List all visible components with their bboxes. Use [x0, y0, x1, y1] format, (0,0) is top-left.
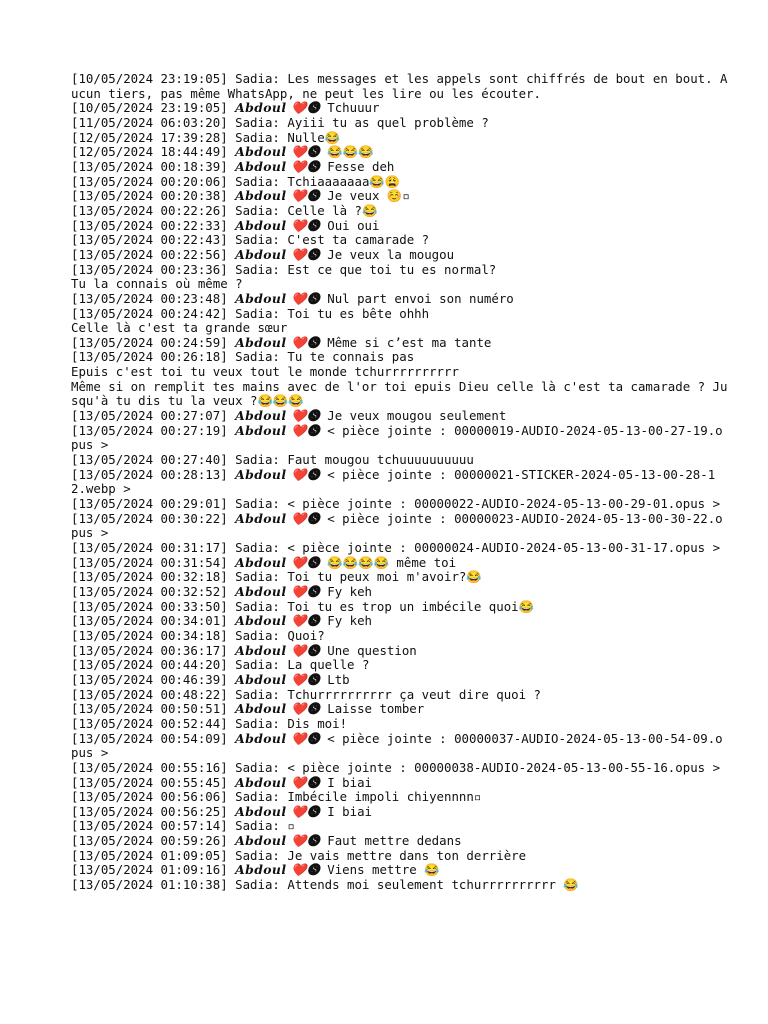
message-sender: 𝑨𝒃𝒅𝒐𝒖𝒍 ❤️🅢 [235, 613, 320, 629]
message-sender: Sadia: [235, 71, 280, 86]
message-timestamp: [13/05/2024 00:24:59] [71, 334, 228, 350]
message-timestamp: [13/05/2024 00:32:18] [71, 569, 228, 585]
chat-line [71, 776, 728, 791]
message-text: Tchurrrrrrrrrr ça veut dire quoi ? [287, 686, 541, 702]
message-timestamp: [13/05/2024 00:18:39] [71, 158, 228, 174]
message-text: 😂😂😂 [327, 144, 374, 160]
message-text: Tu te connais pas Epuis c'est toi tu veux tout le monde tchurrrrrrrrrr Même si on remplit tes mains avec de l'or toi epuis Dieu celle là c'est ta camarade ? Jusqu'à tu dis tu la veux ?😂😂😂 [71, 349, 728, 409]
message-text: < pièce jointe : 00000024-AUDIO-2024-05-13-00-31-17.opus > [287, 540, 721, 555]
message-text: Ltb [327, 671, 350, 687]
chat-line [71, 702, 728, 717]
chat-line [71, 541, 728, 556]
message-text: I biai [327, 803, 373, 819]
message-text: Nulle😂 [287, 129, 341, 145]
message-text: Je vais mettre dans ton derrière [287, 847, 527, 863]
message-text: Oui oui [327, 217, 380, 233]
chat-line [71, 292, 728, 307]
message-sender: 𝑨𝒃𝒅𝒐𝒖𝒍 ❤️🅢 [235, 290, 320, 306]
chat-line [71, 819, 728, 834]
message-text: C'est ta camarade ? [287, 232, 430, 248]
message-text: ▫ [287, 818, 295, 834]
message-text: La quelle ? [287, 657, 370, 673]
message-text: Je veux ☺️▫ [327, 188, 410, 204]
message-timestamp: [13/05/2024 00:29:01] [71, 496, 228, 512]
message-sender: Sadia: [235, 847, 280, 863]
message-timestamp: [13/05/2024 00:31:54] [71, 554, 228, 570]
message-text: Celle là ?😂 [287, 202, 378, 218]
chat-line [71, 688, 728, 703]
message-text: Viens mettre 😂 [327, 862, 440, 878]
message-sender: 𝑨𝒃𝒅𝒐𝒖𝒍 ❤️🅢 [235, 774, 320, 790]
message-text: Quoi? [287, 627, 325, 643]
message-text: Les messages et les appels sont chiffrés de bout en bout. Aucun tiers, pas même WhatsApp, ne peut les lire ou les écouter. [71, 71, 728, 101]
message-sender: 𝑨𝒃𝒅𝒐𝒖𝒍 ❤️🅢 [235, 803, 320, 819]
chat-line [71, 468, 728, 497]
chat-line [71, 131, 728, 146]
message-text: < pièce jointe : 00000019-AUDIO-2024-05-13-00-27-19.opus > [71, 422, 723, 453]
message-sender: 𝑨𝒃𝒅𝒐𝒖𝒍 ❤️🅢 [235, 408, 320, 424]
message-timestamp: [13/05/2024 00:20:06] [71, 173, 228, 189]
chat-line [71, 233, 728, 248]
message-timestamp: [13/05/2024 00:56:06] [71, 789, 228, 805]
chat-line [71, 673, 728, 688]
chat-line [71, 175, 728, 190]
message-text: Toi tu es trop un imbécile quoi😂 [287, 598, 535, 614]
message-timestamp: [13/05/2024 00:55:16] [71, 759, 228, 775]
message-text: Fy keh [327, 613, 373, 629]
chat-line [71, 497, 728, 512]
message-timestamp: [13/05/2024 00:23:48] [71, 290, 228, 306]
message-timestamp: [13/05/2024 00:46:39] [71, 671, 228, 687]
message-sender: Sadia: [235, 789, 280, 805]
message-timestamp: [13/05/2024 00:22:26] [71, 202, 228, 218]
chat-line [71, 219, 728, 234]
message-timestamp: [13/05/2024 00:20:38] [71, 188, 228, 204]
chat-line [71, 732, 728, 761]
chat-line [71, 629, 728, 644]
chat-line [71, 556, 728, 571]
chat-line [71, 248, 728, 263]
chat-line [71, 570, 728, 585]
chat-line [71, 101, 728, 116]
message-timestamp: [13/05/2024 00:48:22] [71, 686, 228, 702]
chat-line [71, 761, 728, 776]
message-sender: 𝑨𝒃𝒅𝒐𝒖𝒍 ❤️🅢 [235, 862, 320, 878]
message-timestamp: [13/05/2024 01:10:38] [71, 877, 228, 893]
message-text: Laisse tomber [327, 701, 425, 717]
chat-line [71, 790, 728, 805]
message-text: Fy keh [327, 583, 373, 599]
message-sender: Sadia: [235, 657, 280, 673]
chat-line [71, 263, 728, 292]
message-timestamp: [13/05/2024 00:22:33] [71, 217, 228, 233]
message-timestamp: [13/05/2024 00:23:36] [71, 261, 228, 277]
chat-line [71, 424, 728, 453]
message-timestamp: [13/05/2024 00:22:43] [71, 232, 228, 248]
chat-line [71, 204, 728, 219]
message-text: < pièce jointe : 00000023-AUDIO-2024-05-13-00-30-22.opus > [71, 510, 723, 541]
message-sender: 𝑨𝒃𝒅𝒐𝒖𝒍 ❤️🅢 [235, 188, 320, 204]
message-sender: 𝑨𝒃𝒅𝒐𝒖𝒍 ❤️🅢 [235, 100, 320, 116]
chat-log [71, 72, 728, 893]
message-timestamp: [10/05/2024 23:19:05] [71, 71, 228, 86]
message-text: Nul part envoi son numéro [327, 290, 514, 306]
message-timestamp: [13/05/2024 00:44:20] [71, 657, 228, 673]
chat-line [71, 849, 728, 864]
message-text: < pièce jointe : 00000022-AUDIO-2024-05-13-00-29-01.opus > [287, 496, 721, 512]
message-sender: 𝑨𝒃𝒅𝒐𝒖𝒍 ❤️🅢 [235, 422, 320, 438]
message-timestamp: [13/05/2024 00:27:07] [71, 408, 228, 424]
chat-line [71, 834, 728, 849]
message-text: Je veux la mougou [327, 246, 455, 262]
message-timestamp: [13/05/2024 00:30:22] [71, 510, 228, 526]
message-sender: Sadia: [235, 232, 280, 248]
message-text: Imbécile impoli chiyennnn▫ [287, 789, 482, 805]
message-text: Toi tu peux moi m'avoir?😂 [287, 569, 482, 585]
chat-line [71, 72, 728, 101]
message-text: Tchuuur [327, 100, 380, 116]
message-timestamp: [13/05/2024 00:57:14] [71, 818, 228, 834]
message-timestamp: [13/05/2024 01:09:05] [71, 847, 228, 863]
message-sender: Sadia: [235, 686, 280, 702]
chat-line [71, 453, 728, 468]
message-sender: 𝑨𝒃𝒅𝒐𝒖𝒍 ❤️🅢 [235, 334, 320, 350]
message-sender: Sadia: [235, 452, 280, 468]
message-timestamp: [13/05/2024 00:55:45] [71, 774, 228, 790]
chat-line [71, 409, 728, 424]
chat-line [71, 512, 728, 541]
message-text: < pièce jointe : 00000021-STICKER-2024-05-13-00-28-12.webp > [71, 466, 716, 497]
chat-line [71, 585, 728, 600]
message-sender: 𝑨𝒃𝒅𝒐𝒖𝒍 ❤️🅢 [235, 671, 320, 687]
message-timestamp: [11/05/2024 06:03:20] [71, 114, 228, 130]
chat-line [71, 658, 728, 673]
message-timestamp: [12/05/2024 17:39:28] [71, 129, 228, 145]
message-timestamp: [13/05/2024 01:09:16] [71, 862, 228, 878]
message-text: 😂😂😂😂 même toi [327, 554, 457, 570]
chat-line [71, 350, 728, 409]
message-timestamp: [13/05/2024 00:27:40] [71, 452, 228, 468]
message-text: Dis moi! [287, 715, 348, 731]
message-timestamp: [13/05/2024 00:28:13] [71, 466, 228, 482]
message-sender: 𝑨𝒃𝒅𝒐𝒖𝒍 ❤️🅢 [235, 730, 320, 746]
message-timestamp: [13/05/2024 00:32:52] [71, 583, 228, 599]
message-sender: Sadia: [235, 202, 280, 218]
message-timestamp: [13/05/2024 00:27:19] [71, 422, 228, 438]
chat-line [71, 189, 728, 204]
message-timestamp: [13/05/2024 00:26:18] [71, 349, 228, 365]
message-sender: Sadia: [235, 129, 280, 145]
chat-line [71, 805, 728, 820]
chat-line [71, 878, 728, 893]
chat-line [71, 160, 728, 175]
message-sender: Sadia: [235, 598, 280, 614]
message-timestamp: [12/05/2024 18:44:49] [71, 144, 228, 160]
message-sender: Sadia: [235, 877, 280, 893]
chat-line [71, 307, 728, 336]
chat-line [71, 863, 728, 878]
message-text: Est ce que toi tu es normal? Tu la connais où même ? [71, 261, 497, 292]
message-timestamp: [10/05/2024 23:19:05] [71, 100, 228, 116]
message-sender: Sadia: [235, 715, 280, 731]
message-text: < pièce jointe : 00000038-AUDIO-2024-05-13-00-55-16.opus > [287, 759, 721, 775]
message-timestamp: [13/05/2024 00:50:51] [71, 701, 228, 717]
message-timestamp: [13/05/2024 00:24:42] [71, 305, 228, 321]
message-sender: Sadia: [235, 569, 280, 585]
message-text: Fesse deh [327, 158, 395, 174]
chat-line [71, 600, 728, 615]
message-text: Faut mettre dedans [327, 833, 462, 849]
message-sender: 𝑨𝒃𝒅𝒐𝒖𝒍 ❤️🅢 [235, 554, 320, 570]
message-timestamp: [13/05/2024 00:54:09] [71, 730, 228, 746]
message-text: Faut mougou tchuuuuuuuuuu [287, 452, 474, 468]
message-text: Toi tu es bête ohhh Celle là c'est ta grande sœur [71, 305, 430, 336]
message-sender: 𝑨𝒃𝒅𝒐𝒖𝒍 ❤️🅢 [235, 217, 320, 233]
message-sender: 𝑨𝒃𝒅𝒐𝒖𝒍 ❤️🅢 [235, 246, 320, 262]
message-timestamp: [13/05/2024 00:31:17] [71, 540, 228, 555]
message-sender: Sadia: [235, 173, 280, 189]
message-timestamp: [13/05/2024 00:59:26] [71, 833, 228, 849]
message-sender: 𝑨𝒃𝒅𝒐𝒖𝒍 ❤️🅢 [235, 833, 320, 849]
message-text: Attends moi seulement tchurrrrrrrrrr 😂 [287, 877, 579, 893]
message-sender: Sadia: [235, 305, 280, 321]
message-sender: 𝑨𝒃𝒅𝒐𝒖𝒍 ❤️🅢 [235, 144, 320, 160]
message-timestamp: [13/05/2024 00:56:25] [71, 803, 228, 819]
message-timestamp: [13/05/2024 00:34:01] [71, 613, 228, 629]
message-timestamp: [13/05/2024 00:36:17] [71, 642, 228, 658]
message-sender: Sadia: [235, 114, 280, 130]
message-timestamp: [13/05/2024 00:22:56] [71, 246, 228, 262]
message-sender: Sadia: [235, 818, 280, 834]
message-sender: 𝑨𝒃𝒅𝒐𝒖𝒍 ❤️🅢 [235, 158, 320, 174]
message-sender: 𝑨𝒃𝒅𝒐𝒖𝒍 ❤️🅢 [235, 466, 320, 482]
message-text: Je veux mougou seulement [327, 408, 507, 424]
chat-line [71, 614, 728, 629]
message-timestamp: [13/05/2024 00:52:44] [71, 715, 228, 731]
message-sender: Sadia: [235, 540, 280, 555]
message-timestamp: [13/05/2024 00:34:18] [71, 627, 228, 643]
chat-line [71, 644, 728, 659]
chat-line [71, 336, 728, 351]
chat-line [71, 116, 728, 131]
message-sender: 𝑨𝒃𝒅𝒐𝒖𝒍 ❤️🅢 [235, 583, 320, 599]
message-text: Ayiii tu as quel problème ? [287, 114, 489, 130]
chat-line [71, 717, 728, 732]
message-sender: Sadia: [235, 759, 280, 775]
message-text: Une question [327, 642, 417, 658]
message-sender: 𝑨𝒃𝒅𝒐𝒖𝒍 ❤️🅢 [235, 701, 320, 717]
message-sender: Sadia: [235, 349, 280, 365]
chat-line [71, 145, 728, 160]
message-text: Même si c’est ma tante [327, 334, 492, 350]
message-sender: Sadia: [235, 627, 280, 643]
message-sender: Sadia: [235, 496, 280, 512]
message-timestamp: [13/05/2024 00:33:50] [71, 598, 228, 614]
message-sender: 𝑨𝒃𝒅𝒐𝒖𝒍 ❤️🅢 [235, 510, 320, 526]
message-sender: Sadia: [235, 261, 280, 277]
message-text: Tchiaaaaaaa😂😩 [287, 173, 401, 189]
message-sender: 𝑨𝒃𝒅𝒐𝒖𝒍 ❤️🅢 [235, 642, 320, 658]
message-text: < pièce jointe : 00000037-AUDIO-2024-05-13-00-54-09.opus > [71, 730, 723, 761]
message-text: I biai [327, 774, 373, 790]
